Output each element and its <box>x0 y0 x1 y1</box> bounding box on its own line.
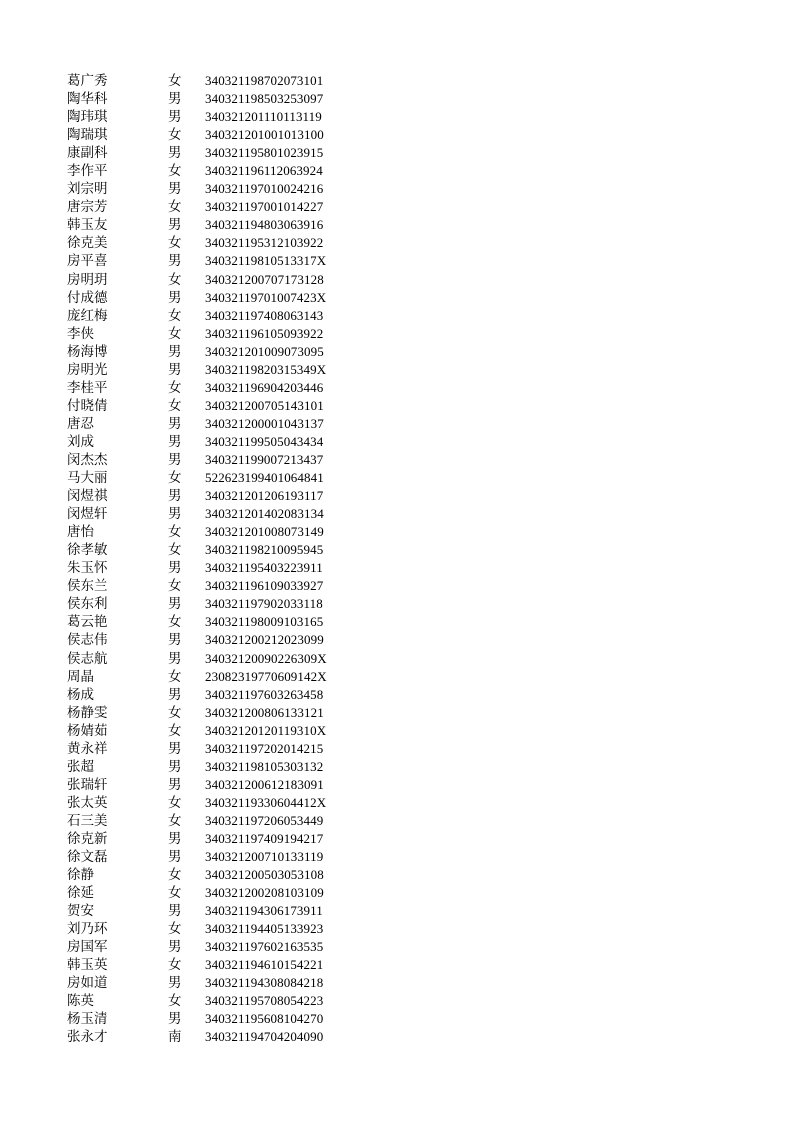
person-id-number: 340321200710133119 <box>205 849 324 865</box>
person-id-number: 23082319770609142X <box>205 668 327 684</box>
person-id-number: 340321200612183091 <box>205 776 324 792</box>
person-name: 徐孝敏 <box>67 542 108 559</box>
table-row <box>67 613 367 631</box>
table-row <box>67 740 367 758</box>
person-gender: 女 <box>168 73 182 89</box>
person-gender: 女 <box>168 163 182 180</box>
person-gender: 女 <box>168 470 182 487</box>
person-id-number: 340321195312103922 <box>205 235 324 251</box>
person-gender: 男 <box>168 686 182 703</box>
person-gender: 女 <box>168 885 182 902</box>
person-name: 葛广秀 <box>67 73 108 89</box>
person-name: 贺安 <box>67 903 94 920</box>
person-name: 陶玮琪 <box>67 109 108 126</box>
table-row <box>67 812 367 830</box>
person-id-number: 340321201008073149 <box>205 524 324 540</box>
person-name: 李桂平 <box>67 379 108 396</box>
person-id-number: 340321200707173128 <box>205 271 324 287</box>
table-row <box>67 722 367 740</box>
person-id-number: 34032120120119310X <box>205 722 327 738</box>
table-row <box>67 668 367 686</box>
table-row <box>67 307 367 325</box>
table-row <box>67 397 367 415</box>
person-name: 唐怡 <box>67 524 94 541</box>
person-name: 杨成 <box>67 686 94 703</box>
person-gender: 女 <box>168 704 182 721</box>
person-name: 闵杰杰 <box>67 451 108 468</box>
person-gender: 女 <box>168 614 182 631</box>
person-gender: 女 <box>168 235 182 252</box>
person-gender: 女 <box>168 668 182 685</box>
table-row <box>67 108 367 126</box>
person-name: 房如道 <box>67 975 108 992</box>
person-id-number: 340321194803063916 <box>205 217 324 233</box>
table-row <box>67 704 367 722</box>
person-name: 闵煜祺 <box>67 488 108 505</box>
table-row <box>67 469 367 487</box>
person-gender: 男 <box>168 506 182 523</box>
person-id-number: 340321197202014215 <box>205 740 324 756</box>
person-id-number: 340321197602163535 <box>205 939 324 955</box>
table-row <box>67 758 367 776</box>
table-row <box>67 631 367 649</box>
person-gender: 女 <box>168 722 182 739</box>
person-name: 刘宗明 <box>67 181 108 198</box>
table-row <box>67 216 367 234</box>
person-name: 李作平 <box>67 163 108 180</box>
person-id-number: 340321197409194217 <box>205 830 324 846</box>
table-row <box>67 162 367 180</box>
person-name: 韩玉英 <box>67 957 108 974</box>
table-row <box>67 559 367 577</box>
person-id-number: 34032119330604412X <box>205 794 327 810</box>
person-id-number: 340321196105093922 <box>205 325 324 341</box>
person-id-number: 340321198210095945 <box>205 542 324 558</box>
table-row <box>67 325 367 343</box>
table-row <box>67 884 367 902</box>
person-name: 杨静雯 <box>67 704 108 721</box>
person-gender: 女 <box>168 325 182 342</box>
person-name: 韩玉友 <box>67 217 108 234</box>
person-id-number: 340321195608104270 <box>205 1011 324 1027</box>
person-gender: 女 <box>168 379 182 396</box>
table-row <box>67 289 367 307</box>
table-row <box>67 198 367 216</box>
person-id-number: 340321197902033118 <box>205 596 323 612</box>
person-id-number: 340321198503253097 <box>205 91 324 107</box>
table-row <box>67 433 367 451</box>
person-id-number: 340321195801023915 <box>205 145 324 161</box>
person-name: 葛云艳 <box>67 614 108 631</box>
person-gender: 女 <box>168 993 182 1010</box>
person-id-number: 34032119820315349X <box>205 361 327 377</box>
person-gender: 女 <box>168 867 182 884</box>
person-id-number: 340321195403223911 <box>205 560 323 576</box>
person-gender: 男 <box>168 109 182 126</box>
table-row <box>67 487 367 505</box>
person-gender: 男 <box>168 361 182 378</box>
table-row <box>67 956 367 974</box>
table-row <box>67 992 367 1010</box>
person-name: 刘成 <box>67 433 94 450</box>
person-gender: 男 <box>168 596 182 613</box>
person-name: 徐文磊 <box>67 849 108 866</box>
person-name: 侯东利 <box>67 596 108 613</box>
table-row <box>67 938 367 956</box>
person-gender: 男 <box>168 849 182 866</box>
person-name: 杨婧茹 <box>67 722 108 739</box>
person-name: 陈英 <box>67 993 94 1010</box>
person-gender: 南 <box>168 1029 182 1046</box>
person-name: 庞红梅 <box>67 307 108 324</box>
person-name: 张太英 <box>67 794 108 811</box>
person-id-number: 340321201402083134 <box>205 506 324 522</box>
person-id-number: 340321197010024216 <box>205 181 324 197</box>
person-name: 黄永祥 <box>67 740 108 757</box>
person-name: 张超 <box>67 758 94 775</box>
table-row <box>67 505 367 523</box>
table-row <box>67 90 367 108</box>
person-gender: 男 <box>168 343 182 360</box>
person-name: 张瑞轩 <box>67 776 108 793</box>
person-name: 付晓倩 <box>67 397 108 414</box>
person-id-number: 340321200001043137 <box>205 415 324 431</box>
person-gender: 男 <box>168 650 182 667</box>
person-gender: 女 <box>168 307 182 324</box>
table-row <box>67 848 367 866</box>
table-row <box>67 577 367 595</box>
table-row <box>67 650 367 668</box>
person-gender: 男 <box>168 488 182 505</box>
table-row <box>67 776 367 794</box>
person-name: 徐静 <box>67 867 94 884</box>
table-row <box>67 361 367 379</box>
person-name: 李侠 <box>67 325 94 342</box>
person-id-number: 340321194610154221 <box>205 957 324 973</box>
person-id-number: 340321195708054223 <box>205 993 324 1009</box>
person-id-number: 340321194704204090 <box>205 1029 324 1045</box>
person-gender: 女 <box>168 794 182 811</box>
person-id-number: 340321197206053449 <box>205 812 324 828</box>
table-row <box>67 126 367 144</box>
person-gender: 男 <box>168 1011 182 1028</box>
person-id-number: 340321194405133923 <box>205 921 324 937</box>
person-name: 徐克新 <box>67 830 108 847</box>
table-row <box>67 451 367 469</box>
table-row <box>67 595 367 613</box>
person-id-number: 340321196112063924 <box>205 163 323 179</box>
person-id-number: 34032120090226309X <box>205 650 327 666</box>
person-gender: 男 <box>168 91 182 108</box>
table-row <box>67 271 367 289</box>
person-name: 康副科 <box>67 145 108 162</box>
table-row <box>67 830 367 848</box>
person-name: 徐克美 <box>67 235 108 252</box>
table-row <box>67 686 367 704</box>
person-id-number: 340321199505043434 <box>205 433 324 449</box>
person-id-number: 340321200503053108 <box>205 867 324 883</box>
person-id-number: 340321201110113119 <box>205 109 322 125</box>
person-id-number: 340321198009103165 <box>205 614 324 630</box>
table-row <box>67 866 367 884</box>
table-row <box>67 234 367 252</box>
person-name: 周晶 <box>67 668 94 685</box>
person-id-number: 340321201009073095 <box>205 343 324 359</box>
person-id-number: 340321201001013100 <box>205 127 324 143</box>
table-row <box>67 1028 367 1046</box>
person-gender: 男 <box>168 433 182 450</box>
person-name: 唐宗芳 <box>67 199 108 216</box>
person-gender: 男 <box>168 758 182 775</box>
person-name: 侯志航 <box>67 650 108 667</box>
person-name: 张永才 <box>67 1029 108 1046</box>
person-id-number: 340321194308084218 <box>205 975 324 991</box>
person-gender: 男 <box>168 217 182 234</box>
person-id-number: 340321199007213437 <box>205 451 324 467</box>
person-id-number: 34032119810513317X <box>205 253 327 269</box>
person-name: 侯志伟 <box>67 632 108 649</box>
table-row <box>67 72 367 90</box>
person-name: 房明光 <box>67 361 108 378</box>
table-row <box>67 144 367 162</box>
person-id-number: 340321197408063143 <box>205 307 324 323</box>
person-gender: 男 <box>168 451 182 468</box>
table-row <box>67 794 367 812</box>
person-gender: 女 <box>168 957 182 974</box>
person-id-number: 340321196109033927 <box>205 578 324 594</box>
roster-table <box>67 72 367 1047</box>
person-gender: 女 <box>168 812 182 829</box>
person-gender: 男 <box>168 632 182 649</box>
person-name: 马大丽 <box>67 470 108 487</box>
table-row <box>67 523 367 541</box>
person-gender: 男 <box>168 181 182 198</box>
table-row <box>67 252 367 270</box>
person-name: 闵煜轩 <box>67 506 108 523</box>
person-name: 陶瑞琪 <box>67 127 108 144</box>
person-id-number: 340321197603263458 <box>205 686 324 702</box>
table-row <box>67 974 367 992</box>
person-gender: 女 <box>168 524 182 541</box>
table-row <box>67 343 367 361</box>
person-gender: 男 <box>168 415 182 432</box>
table-row <box>67 902 367 920</box>
person-name: 刘乃环 <box>67 921 108 938</box>
person-id-number: 340321201206193117 <box>205 488 324 504</box>
person-id-number: 340321198702073101 <box>205 73 324 88</box>
person-name: 付成德 <box>67 289 108 306</box>
person-gender: 男 <box>168 253 182 270</box>
person-gender: 男 <box>168 289 182 306</box>
person-gender: 男 <box>168 740 182 757</box>
person-gender: 女 <box>168 199 182 216</box>
person-name: 徐延 <box>67 885 94 902</box>
person-name: 朱玉怀 <box>67 560 108 577</box>
person-id-number: 340321194306173911 <box>205 903 323 919</box>
person-gender: 男 <box>168 560 182 577</box>
person-gender: 女 <box>168 578 182 595</box>
table-row <box>67 415 367 433</box>
person-id-number: 34032119701007423X <box>205 289 327 305</box>
person-name: 房平喜 <box>67 253 108 270</box>
person-name: 房国军 <box>67 939 108 956</box>
person-gender: 女 <box>168 271 182 288</box>
person-id-number: 340321200705143101 <box>205 397 324 413</box>
person-gender: 男 <box>168 776 182 793</box>
person-id-number: 340321196904203446 <box>205 379 324 395</box>
table-row <box>67 541 367 559</box>
table-row <box>67 379 367 397</box>
person-name: 侯东兰 <box>67 578 108 595</box>
person-name: 杨玉清 <box>67 1011 108 1028</box>
person-id-number: 522623199401064841 <box>205 470 324 486</box>
person-gender: 女 <box>168 127 182 144</box>
person-gender: 男 <box>168 975 182 992</box>
person-gender: 男 <box>168 145 182 162</box>
person-name: 唐忍 <box>67 415 94 432</box>
person-gender: 男 <box>168 939 182 956</box>
person-name: 陶华科 <box>67 91 108 108</box>
person-gender: 女 <box>168 397 182 414</box>
person-name: 石三美 <box>67 812 108 829</box>
person-id-number: 340321200208103109 <box>205 885 324 901</box>
person-id-number: 340321198105303132 <box>205 758 324 774</box>
person-name: 杨海博 <box>67 343 108 360</box>
person-id-number: 340321200806133121 <box>205 704 324 720</box>
person-gender: 女 <box>168 542 182 559</box>
person-id-number: 340321200212023099 <box>205 632 324 648</box>
person-gender: 女 <box>168 921 182 938</box>
person-name: 房明玥 <box>67 271 108 288</box>
person-gender: 男 <box>168 903 182 920</box>
table-row <box>67 1010 367 1028</box>
table-row <box>67 180 367 198</box>
table-row <box>67 920 367 938</box>
person-id-number: 340321197001014227 <box>205 199 324 215</box>
person-gender: 男 <box>168 830 182 847</box>
